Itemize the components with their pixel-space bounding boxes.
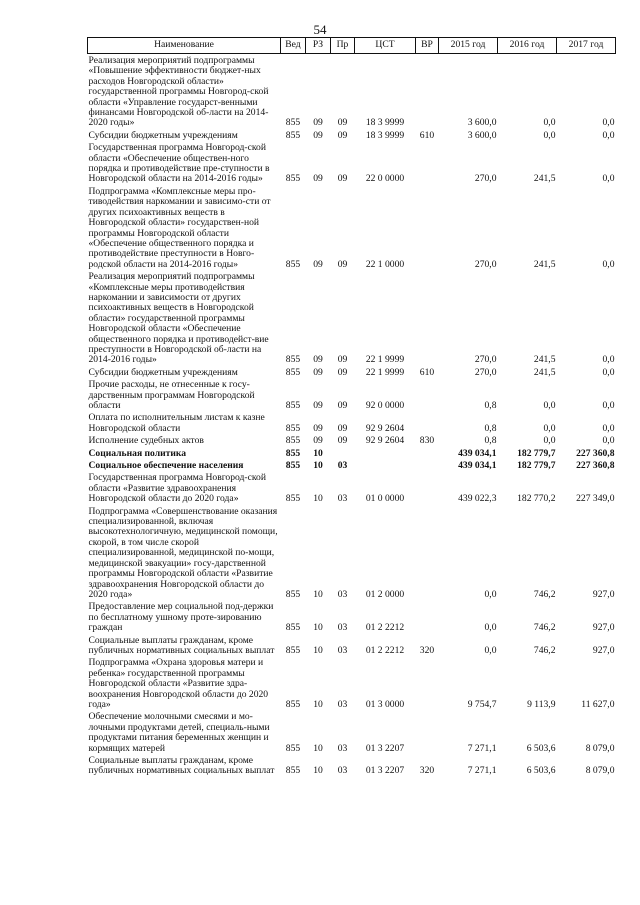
- row-name: Государственная программа Новгород-ской области «Развитие здравоохранения Новгородской области до 2020 года»: [88, 472, 266, 505]
- row-ved: 855: [285, 435, 301, 447]
- row-cst: 22 1 9999: [365, 366, 405, 378]
- row-value-2017: 927,0: [592, 644, 615, 656]
- row-value-2015: 3 600,0: [467, 129, 497, 141]
- table-row: [88, 634, 616, 657]
- row-rz: 09: [313, 129, 323, 141]
- row-value-2015: 270,0: [474, 354, 497, 366]
- row-ved: 855: [285, 366, 301, 378]
- header-vr: ВР: [416, 38, 439, 54]
- table-row: [88, 656, 616, 710]
- row-name: Подпрограмма «Охрана здоровья матери и ребенка» государственной программы Новгородской области «Развитие здра-воохранения Новгородской области до 2020 года»: [88, 657, 269, 710]
- row-cst: 01 0 0000: [365, 493, 405, 505]
- row-pr: 03: [337, 622, 348, 634]
- row-name: Исполнение судебных актов: [88, 435, 204, 447]
- table-row: [88, 434, 616, 446]
- row-value-2017: 227 360,8: [576, 460, 615, 472]
- row-value-2017: 227 360,8: [576, 447, 615, 459]
- table-row: [88, 505, 616, 601]
- row-value-2016: 241,5: [533, 354, 556, 366]
- row-vr: [416, 270, 439, 366]
- row-value-2016: 182 779,7: [517, 460, 556, 472]
- row-vr: [416, 710, 439, 754]
- row-rz: 09: [313, 173, 323, 185]
- row-vr: 320: [419, 765, 435, 777]
- row-vr: 610: [419, 129, 435, 141]
- row-value-2015: 270,0: [474, 366, 497, 378]
- row-value-2015: 9 754,7: [467, 698, 497, 710]
- row-name: Субсидии бюджетным учреждениям: [88, 366, 238, 378]
- row-value-2016: 746,2: [533, 588, 556, 600]
- row-pr: 09: [337, 435, 348, 447]
- row-value-2015: 270,0: [474, 258, 497, 270]
- row-ved: 855: [285, 493, 301, 505]
- row-value-2016: 182 770,2: [517, 493, 556, 505]
- row-name: Реализация мероприятий подпрограммы «Комплексные меры противодействия наркомании и зависимости от других психоактивных веществ в Новгородской области» государственной программы Новгородской области «Обеспечение общественного порядка и противодейст-вие преступности в Новгородской об-ласти на 2014-2016 годы»: [88, 271, 269, 366]
- row-ved: 855: [285, 173, 301, 185]
- row-pr: 03: [337, 742, 348, 754]
- row-cst: 92 0 0000: [365, 400, 405, 411]
- row-pr: 03: [337, 644, 348, 656]
- row-value-2017: 0,0: [602, 354, 615, 366]
- row-value-2016: 746,2: [533, 644, 556, 656]
- row-rz: 10: [313, 742, 323, 754]
- row-value-2015: 0,0: [484, 644, 497, 656]
- page-number: 54: [313, 22, 327, 37]
- row-value-2015: 0,0: [484, 588, 497, 600]
- table-row: [88, 129, 616, 141]
- header-cst: ЦСТ: [355, 38, 416, 54]
- row-value-2017: 227 349,0: [576, 493, 615, 505]
- row-value-2015: 0,8: [484, 435, 497, 447]
- table-row: [88, 270, 616, 366]
- row-value-2015: 439 022,3: [458, 493, 497, 505]
- row-pr: 09: [337, 258, 348, 270]
- row-vr: [416, 471, 439, 504]
- row-value-2017: 927,0: [592, 588, 615, 600]
- row-rz: 09: [313, 117, 323, 129]
- row-value-2017: 0,0: [602, 117, 615, 129]
- row-cst: 01 2 2212: [365, 622, 405, 634]
- row-pr: 09: [337, 129, 348, 141]
- row-pr: 03: [337, 460, 348, 472]
- row-value-2015: 439 034,1: [458, 460, 497, 472]
- row-cst: 01 2 2212: [365, 644, 405, 656]
- row-cst: 01 3 2207: [365, 742, 405, 754]
- row-vr: [416, 459, 439, 471]
- row-value-2017: 0,0: [602, 400, 615, 411]
- row-value-2017: 0,0: [602, 435, 615, 447]
- header-ved: Вед: [281, 38, 306, 54]
- row-rz: 10: [313, 588, 323, 600]
- row-cst: 18 3 9999: [365, 117, 405, 129]
- row-vr: [416, 378, 439, 411]
- row-cst: 22 0 0000: [365, 173, 405, 185]
- row-name: Социальные выплаты гражданам, кроме публичных нормативных социальных выплат: [88, 755, 275, 777]
- row-pr: 09: [337, 422, 348, 434]
- table-row: [88, 447, 616, 459]
- row-value-2017: 0,0: [602, 129, 615, 141]
- row-value-2017: 8 079,0: [585, 742, 615, 754]
- row-vr: [416, 600, 439, 633]
- table-row: [88, 459, 616, 471]
- row-value-2015: 7 271,1: [467, 742, 497, 754]
- row-cst: [355, 447, 416, 459]
- row-rz: 09: [313, 354, 323, 366]
- row-rz: 10: [313, 622, 323, 634]
- row-cst: 01 3 0000: [365, 698, 405, 710]
- header-2016: 2016 год: [498, 38, 557, 54]
- row-cst: [355, 459, 416, 471]
- row-value-2017: 0,0: [602, 422, 615, 434]
- header-2017: 2017 год: [557, 38, 616, 54]
- row-name: Социальная политика: [88, 447, 187, 459]
- row-cst: 22 1 0000: [365, 258, 405, 270]
- row-value-2015: 0,0: [484, 622, 497, 634]
- table-row: [88, 185, 616, 270]
- row-rz: 09: [313, 422, 323, 434]
- row-ved: 855: [285, 460, 301, 472]
- row-value-2017: 0,0: [602, 258, 615, 270]
- row-value-2017: 11 627,0: [581, 698, 615, 710]
- row-pr: 09: [337, 354, 348, 366]
- row-rz: 10: [313, 493, 323, 505]
- row-value-2016: 746,2: [533, 622, 556, 634]
- row-ved: 855: [285, 258, 301, 270]
- row-value-2017: 927,0: [592, 622, 615, 634]
- row-name: Оплата по исполнительным листам к казне Новгородской области: [88, 412, 265, 434]
- table-row: [88, 366, 616, 378]
- row-name: Подпрограмма «Совершенствование оказания специализированной, включая высокотехнологичную, медицинской помощи, скорой, в том числе скорой специализированной, медицинской по-мощи, медицинской эвакуации» госу-дарственной программы Новгородской области «Развитие здравоохранения Новгородской области до 2020 года»: [88, 505, 278, 600]
- row-cst: 01 3 2207: [365, 765, 405, 777]
- header-name: Наименование: [88, 38, 281, 54]
- row-name: Социальное обеспечение населения: [88, 460, 244, 472]
- row-value-2016: 6 503,6: [526, 765, 556, 777]
- table-row: [88, 141, 616, 185]
- header-2015: 2015 год: [439, 38, 498, 54]
- table-row: [88, 54, 616, 129]
- row-value-2016: 0,0: [543, 400, 556, 411]
- row-vr: 830: [419, 435, 435, 447]
- row-ved: 855: [285, 117, 301, 129]
- row-ved: 855: [285, 742, 301, 754]
- row-name: Реализация мероприятий подпрограммы «Повышение эффективности бюджет-ных расходов Новгородской области» государственной программы Новгород-ской области «Управление государст-венными финансами Новгородской об-ласти на 2014-2020 годы»: [88, 55, 269, 129]
- row-pr: 03: [337, 698, 348, 710]
- row-vr: [416, 185, 439, 270]
- row-ved: 855: [285, 354, 301, 366]
- row-rz: 10: [313, 698, 323, 710]
- row-value-2017: 8 079,0: [585, 765, 615, 777]
- row-pr: 09: [337, 366, 348, 378]
- row-pr: 03: [337, 588, 348, 600]
- header-rz: РЗ: [306, 38, 331, 54]
- row-value-2016: 6 503,6: [526, 742, 556, 754]
- row-value-2016: 241,5: [533, 258, 556, 270]
- row-ved: 855: [285, 765, 301, 777]
- row-vr: [416, 411, 439, 434]
- row-value-2016: 182 779,7: [517, 447, 556, 459]
- row-vr: 320: [419, 644, 435, 656]
- row-pr: 09: [337, 117, 348, 129]
- row-vr: [416, 447, 439, 459]
- row-name: Подпрограмма «Комплексные меры про-тиводействия наркомании и зависимо-сти от других психоактивных веществ в Новгородской области» государствен-ной программы Новгородской области «Обеспечение общественного порядка и противодействие преступности в Новго-родской области на 2014-2016 годы»: [88, 185, 271, 270]
- table-row: [88, 710, 616, 754]
- row-value-2015: 7 271,1: [467, 765, 497, 777]
- row-cst: 01 2 0000: [365, 588, 405, 600]
- row-name: Государственная программа Новгород-ской области «Обеспечение обществен-ного порядка и противодействие пре-ступности в Новгородской области на 2014-2016 годы»: [88, 142, 270, 185]
- row-pr: 03: [337, 493, 348, 505]
- row-name: Прочие расходы, не отнесенные к госу-дарственным программам Новгородской области: [88, 379, 255, 411]
- row-value-2015: 3 600,0: [467, 117, 497, 129]
- row-value-2016: 241,5: [533, 173, 556, 185]
- row-pr: 09: [337, 400, 348, 411]
- row-ved: 855: [285, 129, 301, 141]
- row-name: Социальные выплаты гражданам, кроме публичных нормативных социальных выплат: [88, 634, 275, 656]
- header-pr: Пр: [331, 38, 355, 54]
- row-ved: 855: [285, 400, 301, 411]
- row-value-2016: 9 113,9: [527, 698, 556, 710]
- row-rz: 10: [313, 460, 323, 472]
- table-row: [88, 378, 616, 411]
- row-name: Предоставление мер социальной под-держки по бесплатному ушному проте-зированию граждан: [88, 601, 274, 634]
- row-value-2015: 0,8: [484, 422, 497, 434]
- row-value-2015: 270,0: [474, 173, 497, 185]
- row-value-2017: 0,0: [602, 173, 615, 185]
- row-rz: 10: [313, 765, 323, 777]
- row-vr: [416, 656, 439, 710]
- row-ved: 855: [285, 644, 301, 656]
- row-ved: 855: [285, 447, 301, 459]
- row-pr: [331, 447, 355, 459]
- row-rz: 09: [313, 258, 323, 270]
- row-value-2015: 439 034,1: [458, 447, 497, 459]
- row-value-2017: 0,0: [602, 366, 615, 378]
- row-value-2015: 0,8: [484, 400, 497, 411]
- table-header-row: [88, 38, 616, 54]
- row-value-2016: 0,0: [543, 435, 556, 447]
- row-pr: 03: [337, 765, 348, 777]
- row-value-2016: 0,0: [543, 117, 556, 129]
- budget-table: [87, 37, 616, 777]
- row-rz: 10: [313, 447, 323, 459]
- row-ved: 855: [285, 698, 301, 710]
- row-ved: 855: [285, 588, 301, 600]
- row-cst: 22 1 9999: [365, 354, 405, 366]
- row-name: Обеспечение молочными смесями и мо-лочными продуктами детей, специаль-ными продуктами питания беременных женщин и кормящих матерей: [88, 711, 270, 754]
- table-row: [88, 600, 616, 633]
- row-rz: 09: [313, 435, 323, 447]
- row-value-2016: 0,0: [543, 422, 556, 434]
- table-row: [88, 471, 616, 504]
- row-ved: 855: [285, 422, 301, 434]
- row-vr: 610: [419, 366, 435, 378]
- row-rz: 09: [313, 400, 323, 411]
- row-pr: 09: [337, 173, 348, 185]
- row-vr: [416, 54, 439, 129]
- row-cst: 92 9 2604: [365, 422, 405, 434]
- table-row: [88, 411, 616, 434]
- row-rz: 09: [313, 366, 323, 378]
- row-vr: [416, 141, 439, 185]
- row-name: Субсидии бюджетным учреждениям: [88, 129, 238, 141]
- row-cst: 92 9 2604: [365, 435, 405, 447]
- row-rz: 10: [313, 644, 323, 656]
- row-ved: 855: [285, 622, 301, 634]
- row-vr: [416, 505, 439, 601]
- row-value-2016: 0,0: [543, 129, 556, 141]
- row-cst: 18 3 9999: [365, 129, 405, 141]
- row-value-2016: 241,5: [533, 366, 556, 378]
- table-row: [88, 754, 616, 777]
